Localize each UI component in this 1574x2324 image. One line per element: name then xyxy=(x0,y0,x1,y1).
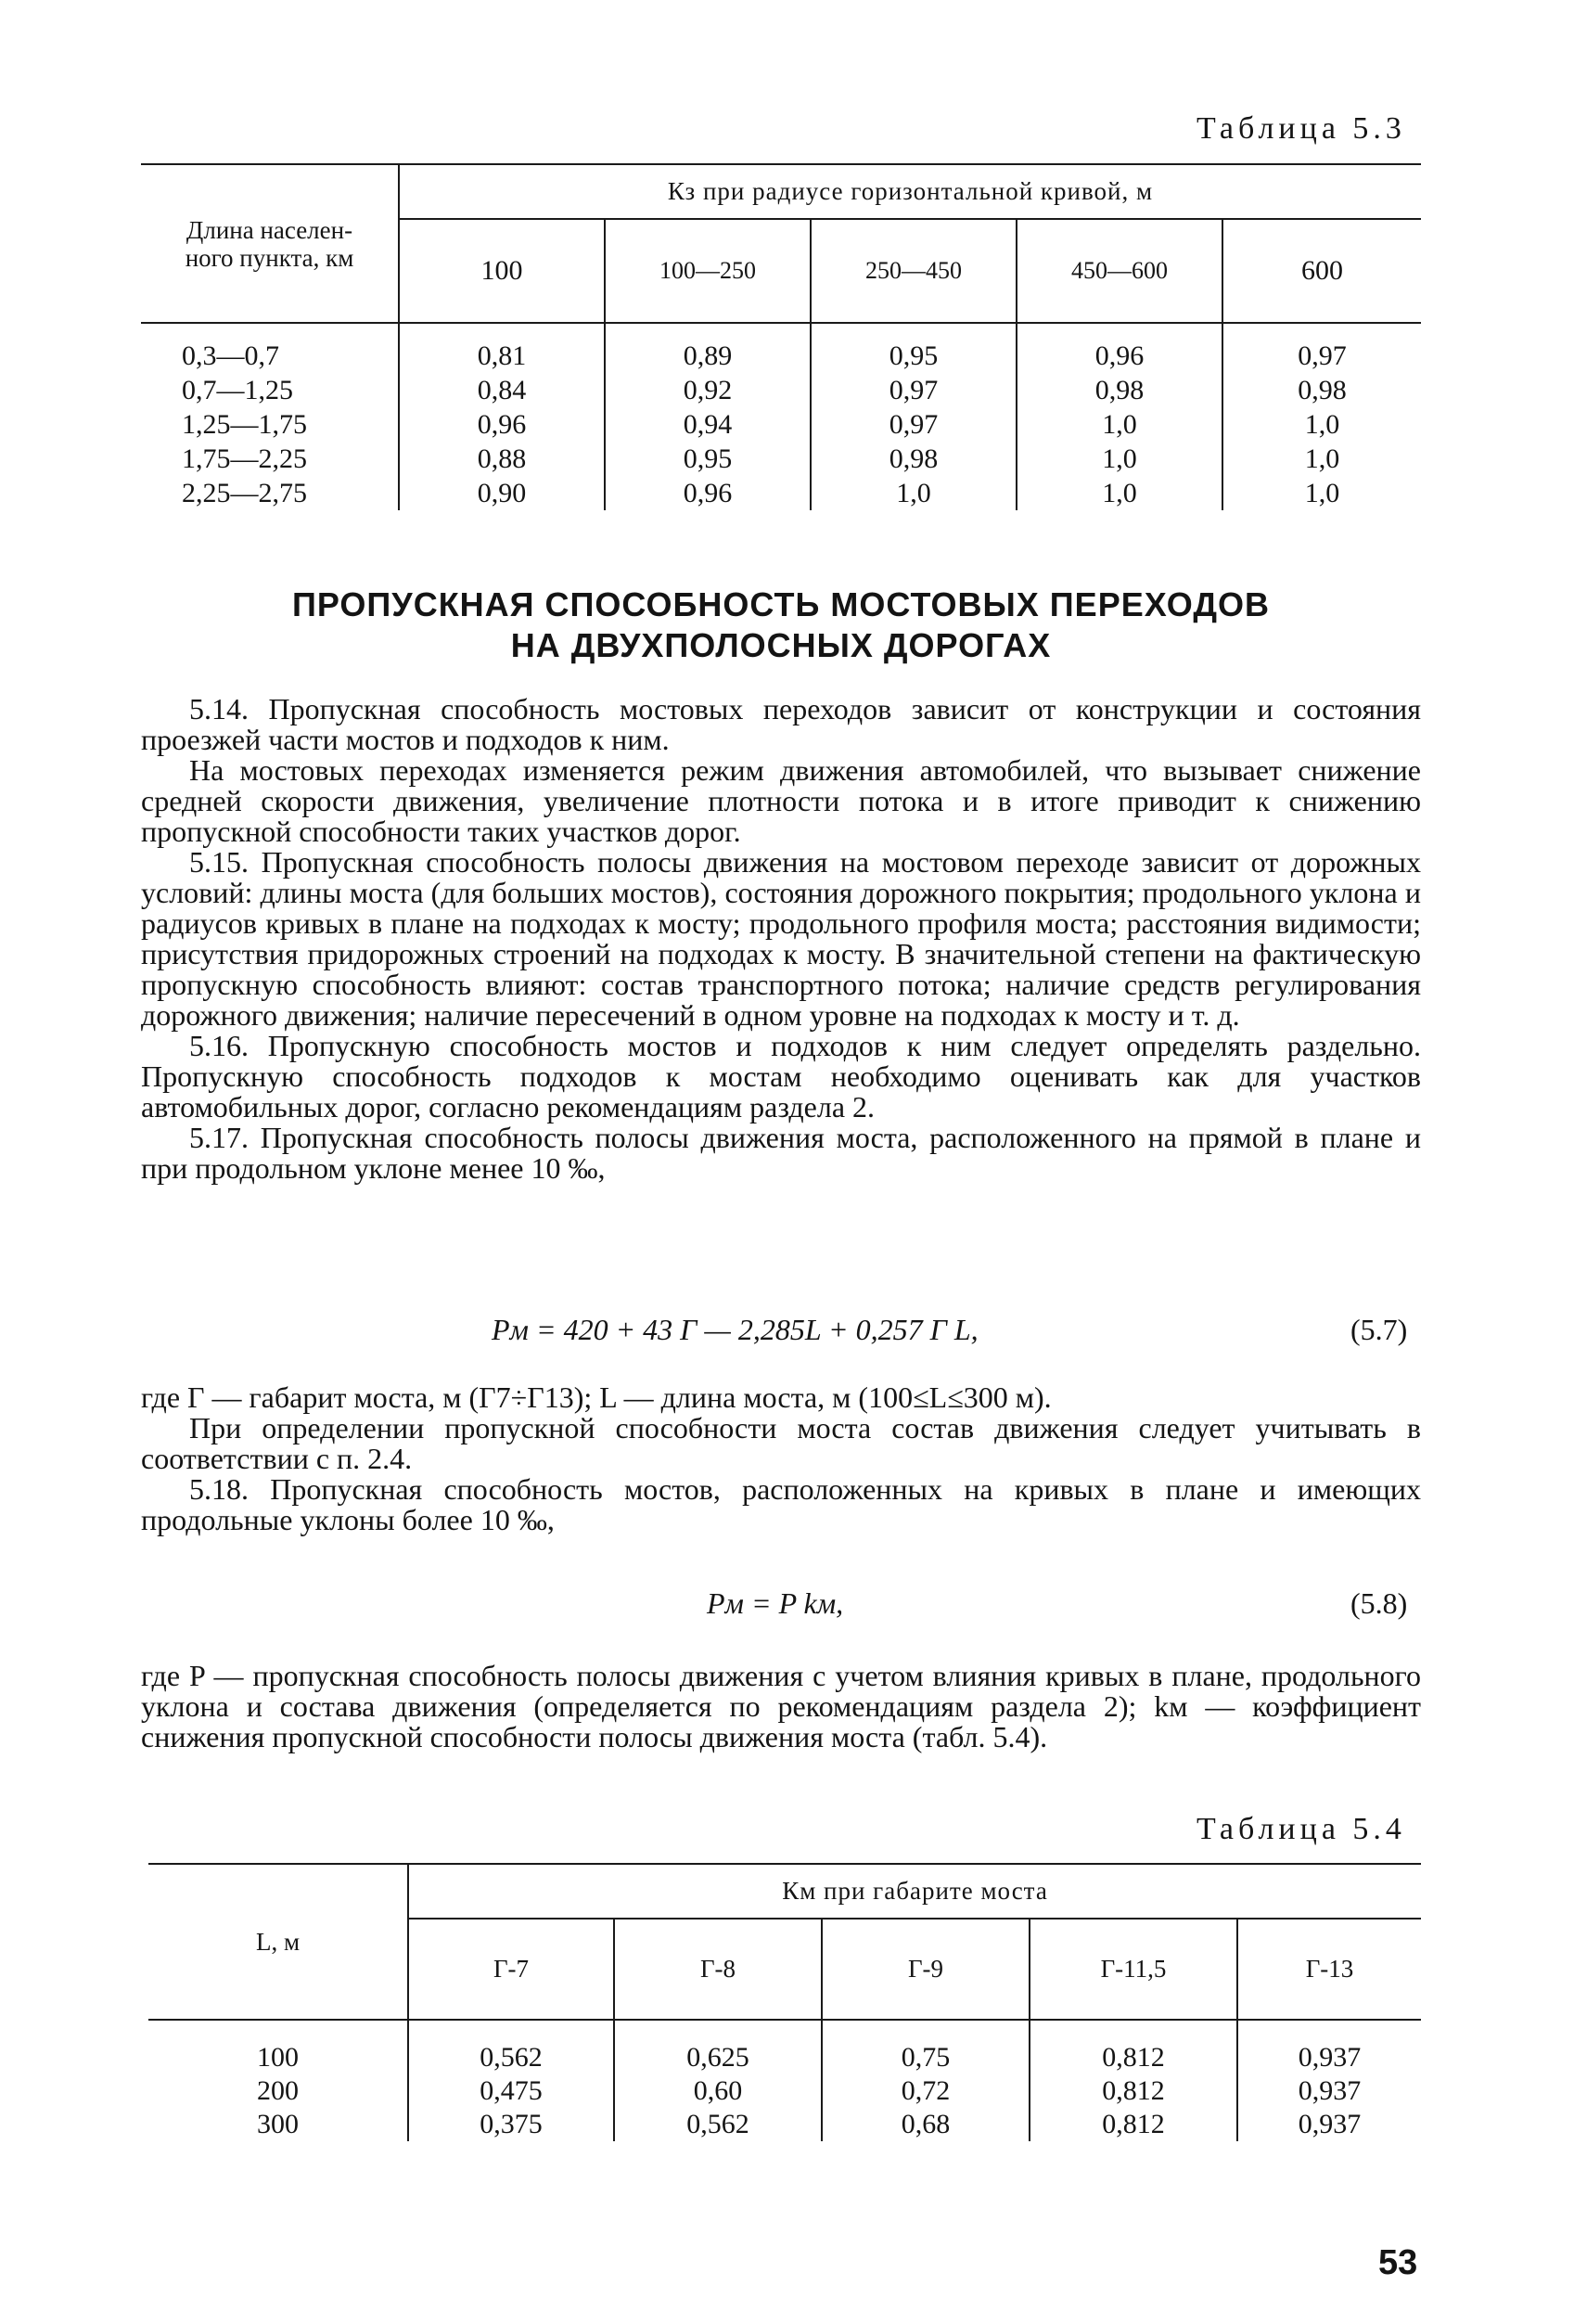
row-label: 1,75—2,25 xyxy=(141,442,399,476)
table-cell: 0,88 xyxy=(399,442,605,476)
page-number: 53 xyxy=(1378,2243,1418,2282)
heading-line: НА ДВУХПОЛОСНЫХ ДОРОГАХ xyxy=(510,626,1052,664)
table-cell: 0,98 xyxy=(811,442,1017,476)
table-cell: 0,375 xyxy=(408,2108,614,2141)
table-cell: 0,625 xyxy=(614,2041,822,2074)
table-cell: 0,812 xyxy=(1030,2074,1237,2108)
table-cell: 0,97 xyxy=(1298,340,1347,371)
table-cell: 1,0 xyxy=(1017,476,1222,510)
table-cell: 0,937 xyxy=(1298,2042,1362,2073)
table-cell: 0,60 xyxy=(614,2074,822,2108)
body-text xyxy=(141,694,1421,1184)
table-cell: 0,97 xyxy=(811,373,1017,407)
table-cell: 0,97 xyxy=(811,407,1017,442)
column-header: Г-11,5 xyxy=(1030,1919,1237,2019)
row-label: 0,7—1,25 xyxy=(141,373,399,407)
section-heading xyxy=(141,584,1421,666)
table-cell: 0,84 xyxy=(399,373,605,407)
group-header: Кз при радиусе горизонтальной кривой, м xyxy=(399,165,1421,219)
table-cell: 1,0 xyxy=(811,476,1017,510)
table-cell: 0,937 xyxy=(1298,2109,1362,2139)
table-cell: 0,937 xyxy=(1298,2075,1362,2106)
table-cell: 0,94 xyxy=(605,407,811,442)
column-header: Г-9 xyxy=(822,1919,1030,2019)
table-cell: 0,90 xyxy=(399,476,605,510)
column-header: 100—250 xyxy=(605,219,811,322)
row-header: L, м xyxy=(148,1865,408,2019)
table-cell: 0,812 xyxy=(1030,2041,1237,2074)
row-label: 200 xyxy=(148,2074,408,2108)
table-cell: 0,562 xyxy=(408,2041,614,2074)
paragraph-5-18: 5.18. Пропускная способность мостов, расположенных на кривых в плане и имеющих продольные уклоны более 10 ‰, xyxy=(141,1472,1421,1536)
table-cell: 0,96 xyxy=(605,476,811,510)
table-cell: 0,562 xyxy=(614,2108,822,2141)
paragraph-5-17: 5.17. Пропускная способность полосы движения моста, расположенного на прямой в плане и при продольном уклоне менее 10 ‰, xyxy=(141,1121,1421,1185)
column-header: Г-7 xyxy=(408,1919,614,2019)
table-cell: 1,0 xyxy=(1304,408,1340,440)
equation-5-8: Pм = P kм, xyxy=(707,1586,844,1620)
column-header: 250—450 xyxy=(811,219,1017,322)
table-row xyxy=(141,339,1421,373)
where-clause: где Г — габарит моста, м (Г7÷Г13); L — длина моста, м (100≤L≤300 м). xyxy=(141,1380,1052,1414)
table-cell: 1,0 xyxy=(1017,442,1222,476)
table-row xyxy=(141,373,1421,407)
table-cell: 1,0 xyxy=(1017,407,1222,442)
paragraph-5-14: 5.14. Пропускная способность мостовых переходов зависит от конструкции и состояния проезжей части мостов и подходов к ним. xyxy=(141,692,1421,756)
table-cell: 0,98 xyxy=(1017,373,1222,407)
heading-line: ПРОПУСКНАЯ СПОСОБНОСТЬ МОСТОВЫХ ПЕРЕХОДОВ xyxy=(292,585,1270,623)
equation-number: (5.8) xyxy=(1350,1586,1408,1620)
row-label: 100 xyxy=(148,2041,408,2074)
paragraph: На мостовых переходах изменяется режим движения автомобилей, что вызывает снижение средней скорости движения, увеличение плотности потока и в итоге приводит к снижению пропускной способности таких участков дорог. xyxy=(141,753,1421,848)
column-header: 100 xyxy=(399,219,605,322)
row-header: Длина населен- ного пункта, км xyxy=(141,165,399,322)
equation-5-7: Pм = 420 + 43 Г — 2,285L + 0,257 Г L, xyxy=(492,1313,979,1346)
table-row xyxy=(148,2074,1421,2108)
table-cell: 0,96 xyxy=(399,407,605,442)
table-5-4 xyxy=(148,1865,1421,2141)
body-text xyxy=(141,1382,1421,1535)
table-cell: 0,68 xyxy=(822,2108,1030,2141)
table-cell: 0,95 xyxy=(811,339,1017,373)
table-cell: 0,96 xyxy=(1017,339,1222,373)
table-row xyxy=(148,2108,1421,2141)
group-header: Км при габарите моста xyxy=(408,1865,1421,1919)
table-cell: 0,95 xyxy=(605,442,811,476)
row-label: 300 xyxy=(148,2108,408,2141)
column-header: Г-8 xyxy=(614,1919,822,2019)
column-header: 600 xyxy=(1301,255,1343,286)
table-cell: 0,81 xyxy=(399,339,605,373)
table-cell: 0,475 xyxy=(408,2074,614,2108)
table-5-3 xyxy=(141,165,1421,510)
column-header: Г-13 xyxy=(1305,1955,1354,1983)
table-row xyxy=(141,442,1421,476)
body-text xyxy=(141,1661,1421,1753)
table-cell: 0,75 xyxy=(822,2041,1030,2074)
row-label: 1,25—1,75 xyxy=(141,407,399,442)
paragraph: При определении пропускной способности моста состав движения следует учитывать в соответствии с п. 2.4. xyxy=(141,1411,1421,1475)
column-header: 450—600 xyxy=(1017,219,1222,322)
table-row xyxy=(141,476,1421,510)
table-cell: 0,72 xyxy=(822,2074,1030,2108)
where-clause: где P — пропускная способность полосы движения с учетом влияния кривых в плане, продольного уклона и состава движения (определяется по рекомендациям раздела 2); kм — коэффициент снижения пропускной способности полосы движения моста (табл. 5.4). xyxy=(141,1659,1421,1753)
table-cell: 0,812 xyxy=(1030,2108,1237,2141)
paragraph-5-16: 5.16. Пропускную способность мостов и подходов к ним следует определять раздельно. Пропускную способность подходов к мостам необходимо оценивать как для участков автомобильных дорог, согласно рекомендациям раздела 2. xyxy=(141,1029,1421,1123)
row-label: 0,3—0,7 xyxy=(141,339,399,373)
table-cell: 0,98 xyxy=(1298,374,1347,405)
paragraph-5-15: 5.15. Пропускная способность полосы движения на мостовом переходе зависит от дорожных условий: длины моста (для больших мостов), состояния дорожного покрытия; продольного уклона и радиусов кривых в плане на подходах к мосту; продольного профиля моста; расстояния видимости; присутствия придорожных строений на подходах к мосту. В значительной степени на фактическую пропускную способность влияют: состав транспортного потока; наличие средств регулирования дорожного движения; наличие пересечений в одном уровне на подходах к мосту и т. д. xyxy=(141,845,1421,1032)
table-cell: 0,89 xyxy=(605,339,811,373)
table-row xyxy=(148,2041,1421,2074)
table-5-3-caption: Таблица 5.3 xyxy=(1196,111,1406,146)
table-cell: 1,0 xyxy=(1304,443,1340,474)
table-cell: 1,0 xyxy=(1304,477,1340,508)
table-row xyxy=(141,407,1421,442)
table-5-4-caption: Таблица 5.4 xyxy=(1196,1812,1406,1846)
table-cell: 0,92 xyxy=(605,373,811,407)
equation-number: (5.7) xyxy=(1350,1313,1408,1346)
row-label: 2,25—2,75 xyxy=(141,476,399,510)
